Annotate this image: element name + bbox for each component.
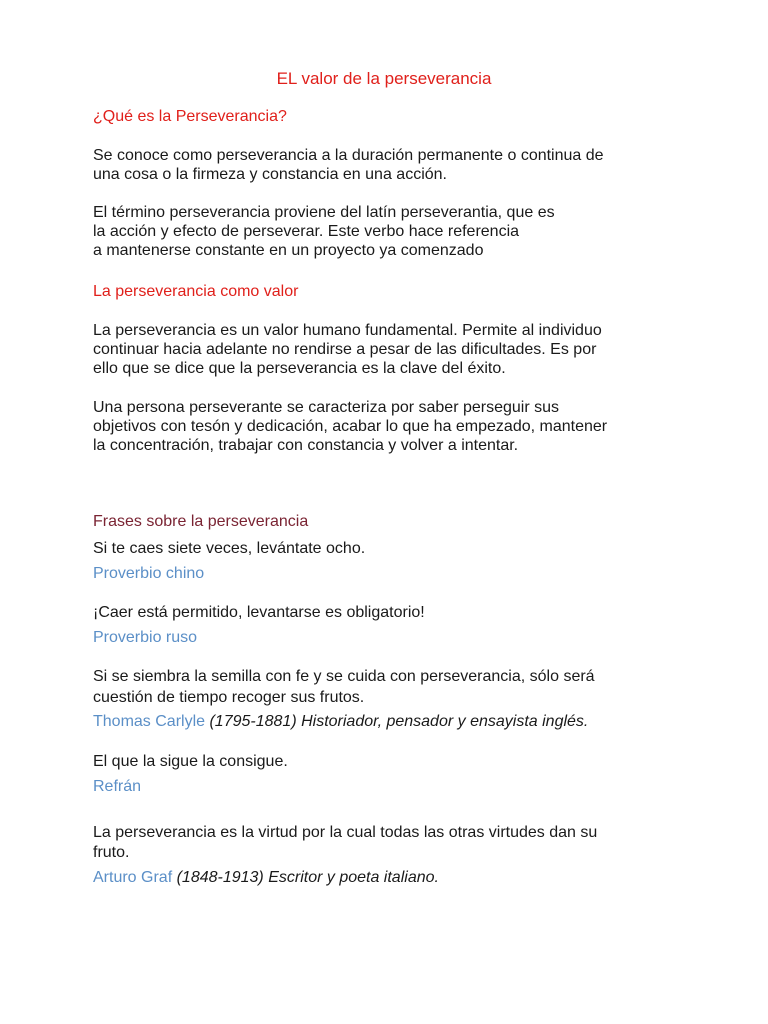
quote-author: Proverbio chino bbox=[93, 565, 205, 582]
quote-text: Si se siembra la semilla con fe y se cuida con perseverancia, sólo será bbox=[93, 668, 595, 685]
quote-text: El que la sigue la consigue. bbox=[93, 753, 288, 770]
document-title: EL valor de la perseverancia bbox=[276, 69, 492, 88]
section-heading-what-is: ¿Qué es la Perseverancia? bbox=[93, 108, 287, 125]
quote-attribution bbox=[93, 777, 141, 796]
quote-text: fruto. bbox=[93, 844, 130, 861]
paragraph-line: una cosa o la firmeza y constancia en una acción. bbox=[93, 166, 447, 183]
paragraph-line: La perseverancia es un valor humano fundamental. Permite al individuo bbox=[93, 322, 602, 339]
paragraph-line: El término perseverancia proviene del latín perseverantia, que es bbox=[93, 204, 555, 221]
quote-attribution bbox=[93, 564, 204, 583]
quote-author-note: (1795-1881) Historiador, pensador y ensayista inglés. bbox=[205, 713, 589, 730]
paragraph-line: continuar hacia adelante no rendirse a pesar de las dificultades. Es por bbox=[93, 341, 597, 358]
paragraph-line: objetivos con tesón y dedicación, acabar lo que ha empezado, mantener bbox=[93, 418, 608, 435]
quote-author: Proverbio ruso bbox=[93, 629, 198, 646]
quote-author: Arturo Graf bbox=[93, 869, 173, 886]
quote-attribution bbox=[93, 868, 439, 887]
section-heading-as-value: La perseverancia como valor bbox=[93, 283, 299, 300]
paragraph-line: ello que se dice que la perseverancia es la clave del éxito. bbox=[93, 360, 506, 377]
paragraph-line: la acción y efecto de perseverar. Este verbo hace referencia bbox=[93, 223, 520, 240]
quote-attribution bbox=[93, 712, 588, 731]
quote-text: La perseverancia es la virtud por la cual todas las otras virtudes dan su bbox=[93, 824, 598, 841]
quote-text: ¡Caer está permitido, levantarse es obligatorio! bbox=[93, 604, 425, 621]
quote-author: Thomas Carlyle bbox=[93, 713, 206, 730]
quote-author-note: (1848-1913) Escritor y poeta italiano. bbox=[172, 869, 439, 886]
paragraph-line: la concentración, trabajar con constancia y volver a intentar. bbox=[93, 437, 519, 454]
quote-text: cuestión de tiempo recoger sus frutos. bbox=[93, 689, 365, 706]
quote-text: Si te caes siete veces, levántate ocho. bbox=[93, 540, 366, 557]
quotes-heading: Frases sobre la perseverancia bbox=[93, 513, 309, 530]
paragraph-line: Una persona perseverante se caracteriza por saber perseguir sus bbox=[93, 399, 560, 416]
quote-attribution bbox=[93, 628, 197, 647]
paragraph-line: a mantenerse constante en un proyecto ya comenzado bbox=[93, 242, 484, 259]
quote-author: Refrán bbox=[93, 778, 142, 795]
paragraph-line: Se conoce como perseverancia a la duración permanente o continua de bbox=[93, 147, 604, 164]
